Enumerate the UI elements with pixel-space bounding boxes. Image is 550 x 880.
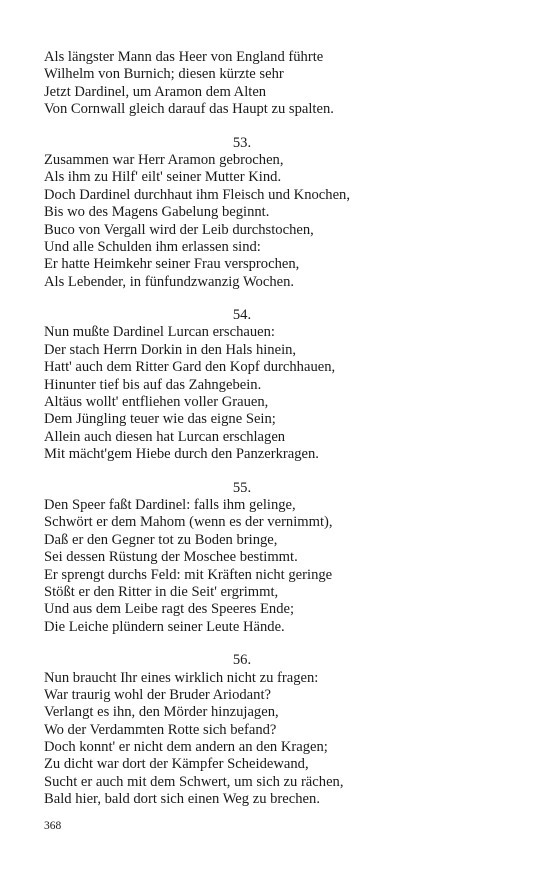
verse-line: Wilhelm von Burnich; diesen kürzte sehr bbox=[44, 66, 284, 83]
verse-line: Doch konnt' er nicht dem andern an den Kragen; bbox=[44, 739, 328, 756]
verse-line: Daß er den Gegner tot zu Boden bringe, bbox=[44, 531, 278, 548]
verse-line: Als ihm zu Hilf' eilt' seiner Mutter Kind. bbox=[44, 169, 282, 186]
stanza-continued bbox=[44, 49, 464, 119]
verse-line: Zu dicht war dort der Kämpfer Scheidewand, bbox=[44, 756, 309, 773]
verse-line: Nun braucht Ihr eines wirklich nicht zu fragen: bbox=[44, 669, 319, 686]
verse-line: Stößt er den Ritter in die Seit' ergrimmt, bbox=[44, 583, 279, 600]
verse-line: Bald hier, bald dort sich einen Weg zu brechen. bbox=[44, 791, 320, 808]
verse-line: Er sprengt durchs Feld: mit Kräften nicht geringe bbox=[44, 566, 333, 583]
stanza-number: 53. bbox=[232, 134, 252, 151]
verse-line: Sei dessen Rüstung der Moschee bestimmt. bbox=[44, 549, 298, 566]
stanza-55 bbox=[44, 497, 464, 636]
stanza-53 bbox=[44, 152, 464, 291]
verse-line: Hatt' auch dem Ritter Gard den Kopf durchhauen, bbox=[44, 359, 336, 376]
verse-line: Bis wo des Magens Gabelung beginnt. bbox=[44, 204, 270, 221]
verse-line: Der stach Herrn Dorkin in den Hals hinein, bbox=[44, 341, 297, 358]
verse-line: Mit mächt'gem Hiebe durch den Panzerkragen. bbox=[44, 446, 319, 463]
verse-line: Von Cornwall gleich darauf das Haupt zu spalten. bbox=[44, 101, 334, 118]
verse-line: Doch Dardinel durchhaut ihm Fleisch und Knochen, bbox=[44, 186, 350, 203]
verse-line: Schwört er dem Mahom (wenn es der vernimmt), bbox=[44, 514, 333, 531]
verse-line: Sucht er auch mit dem Schwert, um sich zu rächen, bbox=[44, 773, 344, 790]
verse-line: Dem Jüngling teuer wie das eigne Sein; bbox=[44, 411, 276, 428]
verse-line: Altäus wollt' entfliehen voller Grauen, bbox=[44, 394, 269, 411]
verse-line: Die Leiche plündern seiner Leute Hände. bbox=[44, 618, 285, 635]
verse-line: Wo der Verdammten Rotte sich befand? bbox=[44, 721, 277, 738]
verse-line: Und alle Schulden ihm erlassen sind: bbox=[44, 238, 261, 255]
verse-line: War traurig wohl der Bruder Ariodant? bbox=[44, 686, 271, 703]
stanza-number: 56. bbox=[232, 652, 252, 669]
verse-line: Nun mußte Dardinel Lurcan erschauen: bbox=[44, 324, 275, 341]
poem-page bbox=[44, 49, 464, 809]
verse-line: Den Speer faßt Dardinel: falls ihm gelinge, bbox=[44, 496, 296, 513]
page-number: 368 bbox=[44, 820, 62, 832]
verse-line: Er hatte Heimkehr seiner Frau versprochen, bbox=[44, 256, 300, 273]
verse-line: Buco von Vergall wird der Leib durchstochen, bbox=[44, 221, 314, 238]
stanza-56 bbox=[44, 670, 464, 809]
stanza-54 bbox=[44, 324, 464, 463]
verse-line: Verlangt es ihn, den Mörder hinzujagen, bbox=[44, 704, 279, 721]
verse-line: Hinunter tief bis auf das Zahngebein. bbox=[44, 376, 262, 393]
verse-line: Allein auch diesen hat Lurcan erschlagen bbox=[44, 428, 286, 445]
verse-line: Als längster Mann das Heer von England führte bbox=[44, 49, 324, 65]
stanza-number: 54. bbox=[232, 307, 252, 324]
stanza-number: 55. bbox=[232, 479, 252, 496]
verse-line: Als Lebender, in fünfundzwanzig Wochen. bbox=[44, 273, 295, 290]
verse-line: Zusammen war Herr Aramon gebrochen, bbox=[44, 151, 284, 168]
verse-line: Jetzt Dardinel, um Aramon dem Alten bbox=[44, 83, 267, 100]
verse-line: Und aus dem Leibe ragt des Speeres Ende; bbox=[44, 601, 295, 618]
